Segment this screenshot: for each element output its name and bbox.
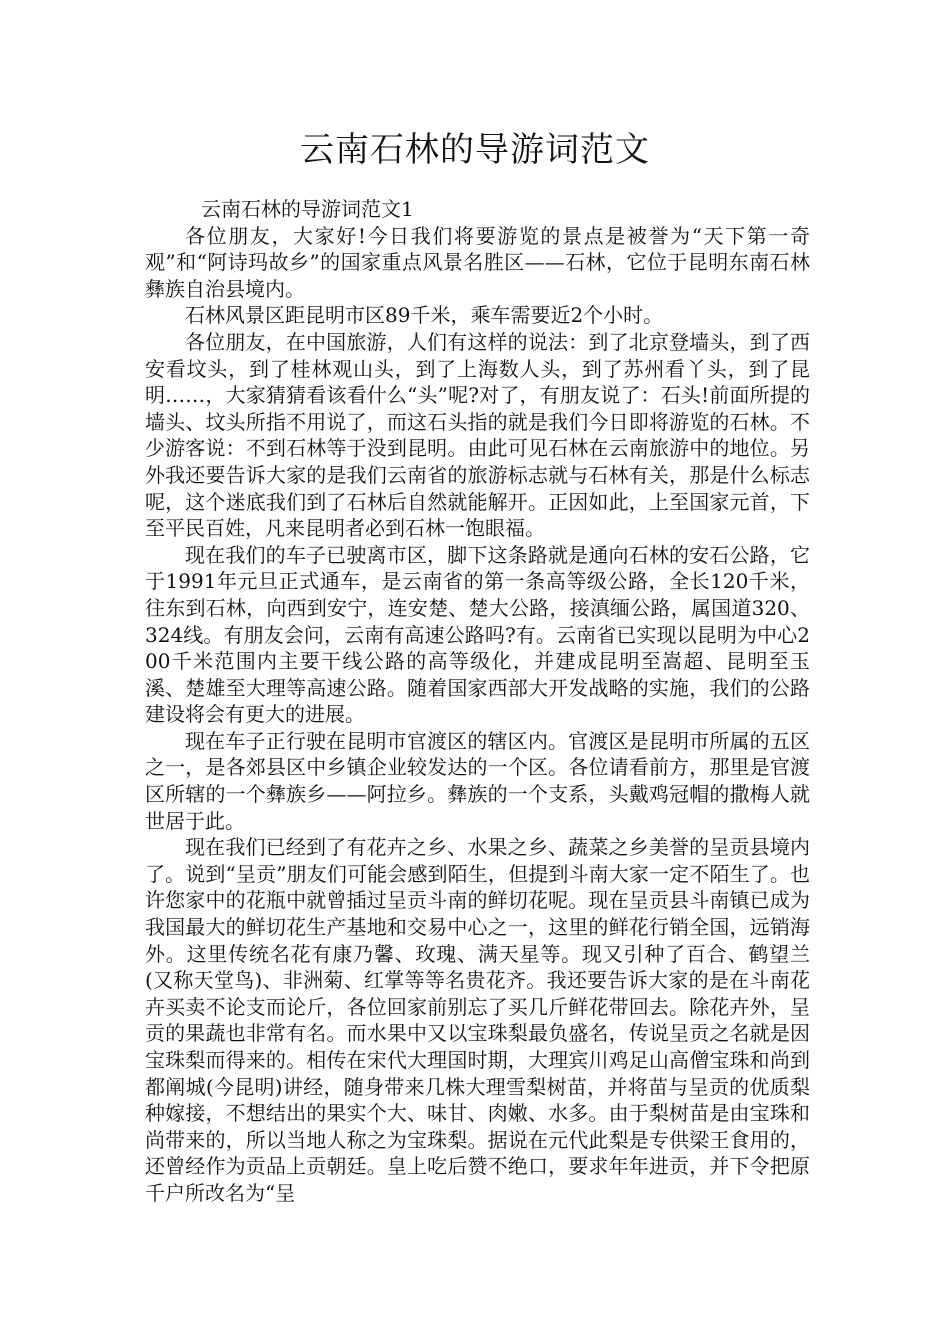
paragraph: 石林风景区距昆明市区89千米，乘车需要近2个小时。 xyxy=(185,303,664,328)
section-subheading: 云南石林的导游词范文1 xyxy=(201,197,414,221)
paragraph: 各位朋友，在中国旅游，人们有这样的说法：到了北京登墙头，到了西安看坟头，到了桂林观山头，到了上海数人头，到了苏州看丫头，到了昆明……，大家猜猜看该看什么“头”呢?对了，有朋友说了：石头!前面所提的墙头、坟头所指不用说了，而这石头指的就是我们今日即将游览的石林。不少游客说：不到石林等于没到昆明。由此可见石林在云南旅游中的地位。另外我还要告诉大家的是我们云南省的旅游标志就与石林有关，那是什么标志呢，这个迷底我们到了石林后自然就能解开。正因如此，上至国家元首，下至平民百姓，凡来昆明者必到石林一饱眼福。 xyxy=(145,329,810,541)
paragraph: 现在我们的车子已驶离市区，脚下这条路就是通向石林的安石公路，它于1991年元旦正式通车，是云南省的第一条高等级公路，全长120千米，往东到石林，向西到安宁，连安楚、楚大公路，接滇缅公路，属国道320、324线。有朋友会问，云南有高速公路吗?有。云南省已实现以昆明为中心200千米范围内主要干线公路的高等级化，并建成昆明至嵩超、昆明至玉溪、楚雄至大理等高速公路。随着国家西部大开发战略的实施，我们的公路建设将会有更大的进展。 xyxy=(145,542,810,727)
paragraph: 现在我们已经到了有花卉之乡、水果之乡、蔬菜之乡美誉的呈贡县境内了。说到“呈贡”朋友们可能会感到陌生，但提到斗南大家一定不陌生了。也许您家中的花瓶中就曾插过呈贡斗南的鲜切花呢。现在呈贡县斗南镇已成为我国最大的鲜切花生产基地和交易中心之一，这里的鲜花行销全国，远销海外。这里传统名花有康乃馨、玫瑰、满天星等。现又引种了百合、鹤望兰(又称天堂鸟)、非洲菊、红掌等等名贵花齐。我还要告诉大家的是在斗南花卉买卖不论支而论斤，各位回家前别忘了买几斤鲜花带回去。除花卉外，呈贡的果蔬也非常有名。而水果中又以宝珠梨最负盛名，传说呈贡之名就是因宝珠梨而得来的。相传在宋代大理国时期，大理宾川鸡足山高僧宝珠和尚到都阐城(今昆明)讲经，随身带来几株大理雪梨树苗，并将苗与呈贡的优质梨种嫁接，不想结出的果实个大、味甘、肉嫩、水多。由于梨树苗是由宝珠和尚带来的，所以当地人称之为宝珠梨。据说在元代此梨是专供梁王食用的，还曾经作为贡品上贡朝廷。皇上吃后赞不绝口，要求年年进贡，并下令把原千户所改名为“呈 xyxy=(145,835,810,1205)
document-body xyxy=(145,196,810,1207)
document-title: 云南石林的导游词范文 xyxy=(300,130,650,170)
paragraph: 各位朋友，大家好!今日我们将要游览的景点是被誉为“天下第一奇观”和“阿诗玛故乡”的国家重点风景名胜区——石林，它位于昆明东南石林彝族自治县境内。 xyxy=(145,223,810,301)
paragraph: 现在车子正行驶在昆明市官渡区的辖区内。官渡区是昆明市所属的五区之一，是各郊县区中乡镇企业较发达的一个区。各位请看前方，那里是官渡区所辖的一个彝族乡——阿拉乡。彝族的一个支系，头戴鸡冠帽的撒梅人就世居于此。 xyxy=(145,728,810,833)
